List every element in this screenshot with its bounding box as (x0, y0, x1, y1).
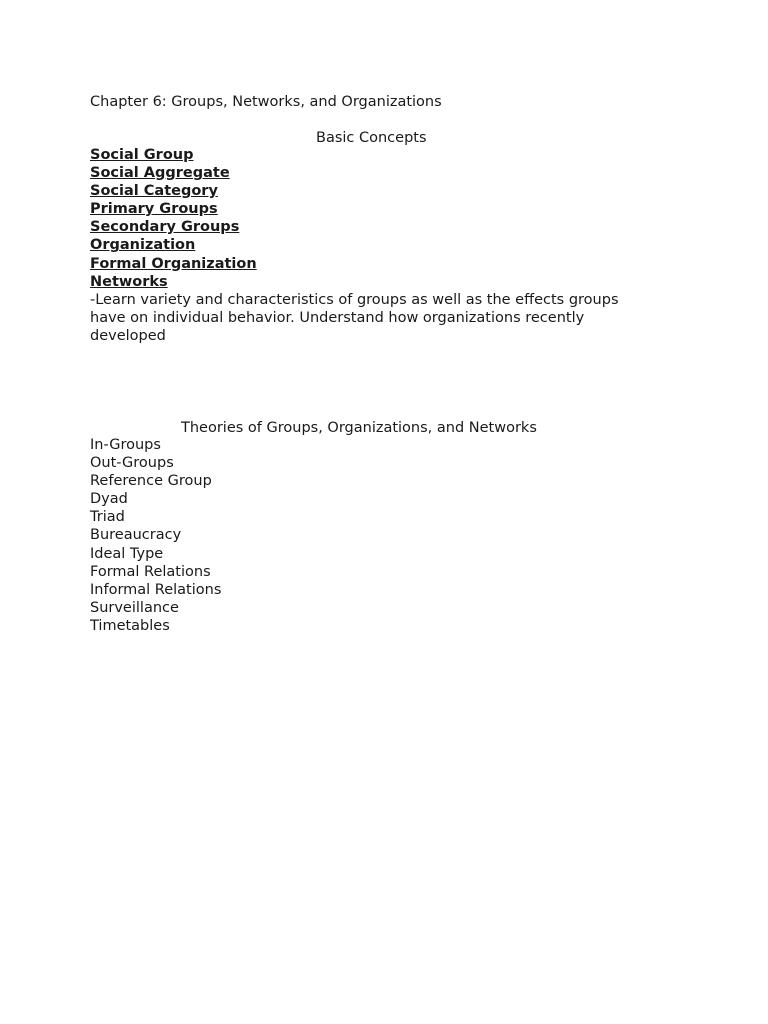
concept-term: Formal Organization (90, 255, 257, 272)
basic-concepts-list (90, 146, 257, 291)
theory-term: Dyad (90, 491, 128, 508)
theory-term: Reference Group (90, 473, 212, 490)
theory-term: Ideal Type (90, 545, 164, 562)
theory-term: Formal Relations (90, 563, 211, 580)
theory-term: Out-Groups (90, 455, 174, 472)
concept-term: Networks (90, 273, 168, 290)
concept-term: Social Aggregate (90, 165, 230, 182)
theory-term: Bureaucracy (90, 527, 182, 544)
theory-term: Triad (90, 509, 125, 526)
concept-term: Social Group (90, 147, 194, 163)
theory-term: In-Groups (90, 437, 161, 453)
concept-term: Secondary Groups (90, 219, 240, 236)
theories-heading: Theories of Groups, Organizations, and Networks (181, 420, 537, 436)
concept-term: Organization (90, 237, 196, 254)
basic-concepts-description: -Learn variety and characteristics of groups as well as the effects groups have on individual behavior. Understand how organizations recently developed (90, 292, 619, 345)
theory-term: Surveillance (90, 599, 179, 616)
theories-list (90, 436, 221, 635)
chapter-title: Chapter 6: Groups, Networks, and Organizations (90, 94, 442, 110)
theory-term: Informal Relations (90, 581, 222, 598)
basic-concepts-heading: Basic Concepts (316, 130, 427, 146)
concept-term: Primary Groups (90, 201, 218, 218)
theory-term: Timetables (90, 617, 170, 634)
concept-term: Social Category (90, 183, 218, 200)
